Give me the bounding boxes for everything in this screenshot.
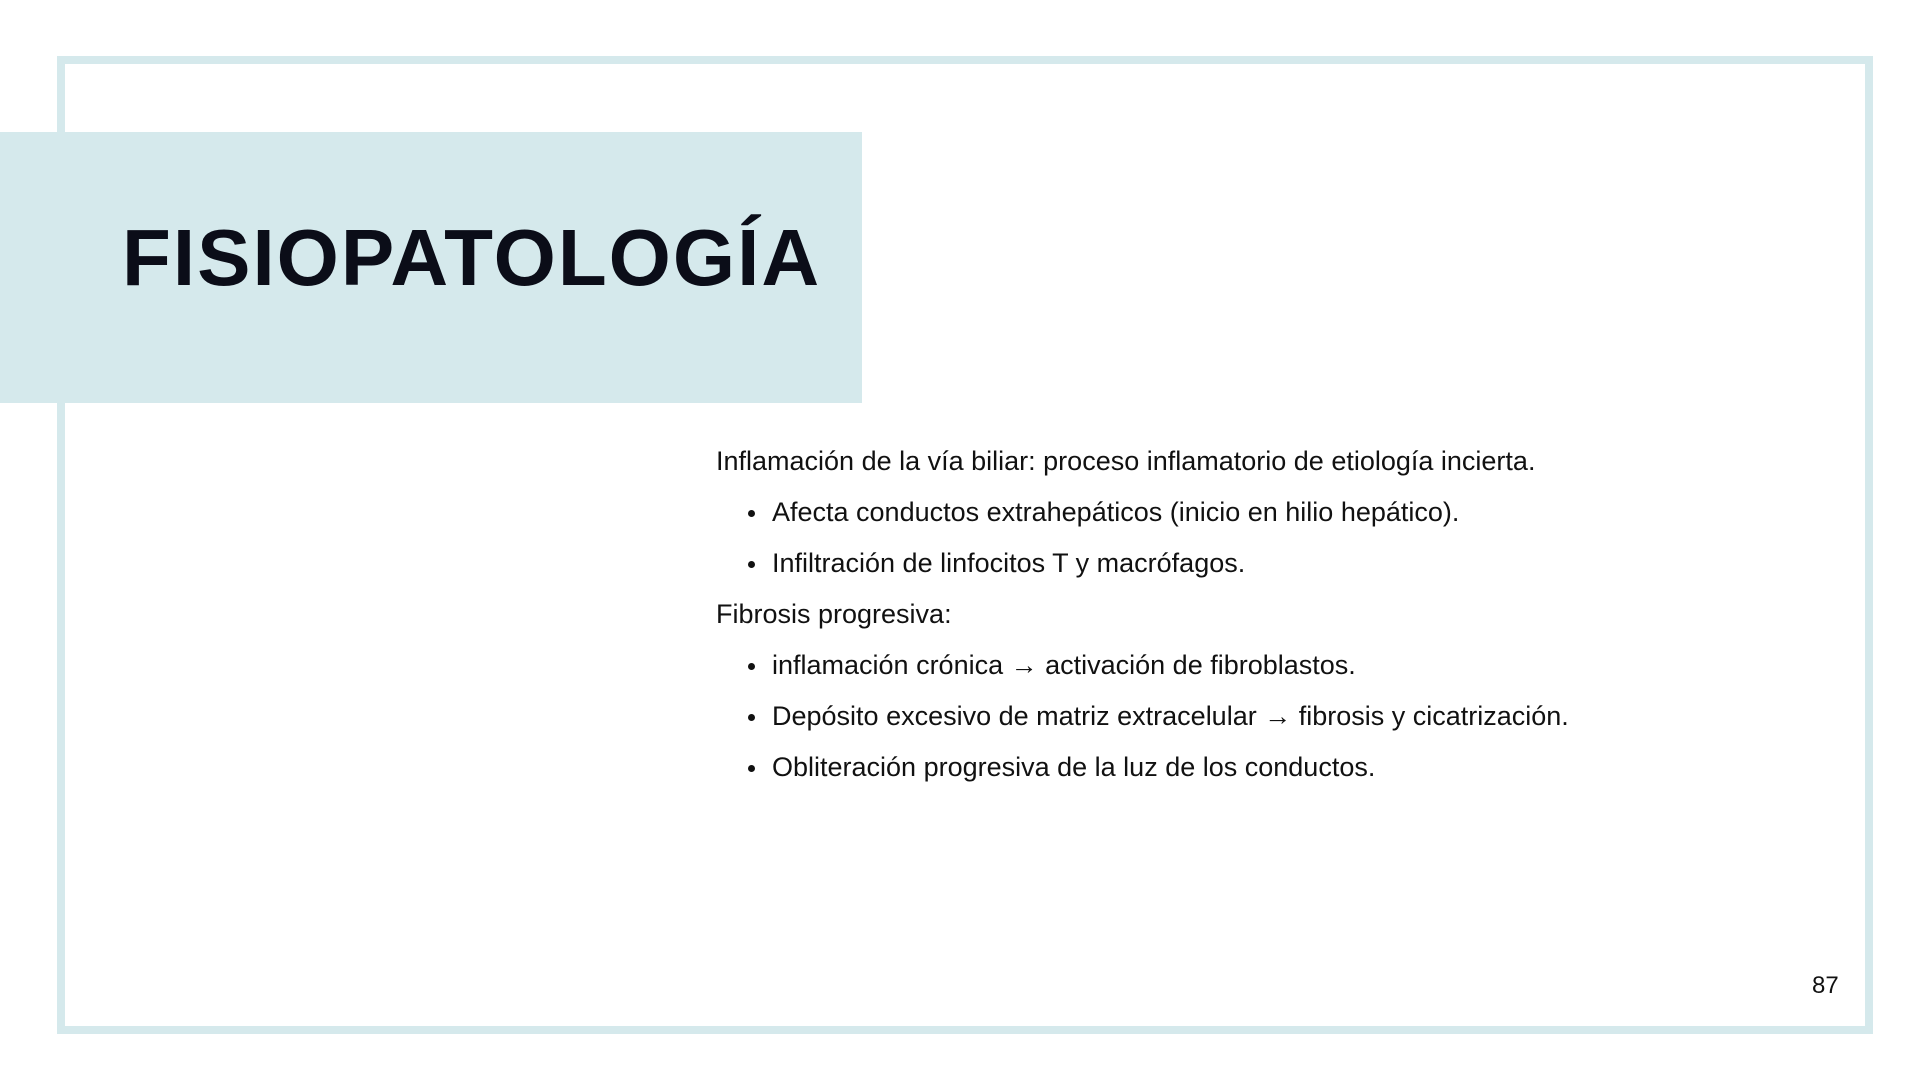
bullet-item: Depósito excesivo de matriz extracelular → fibrosis y cicatrización. xyxy=(716,691,1576,742)
slide-body xyxy=(716,436,1576,793)
page-number: 87 xyxy=(1812,972,1839,999)
bullet-list xyxy=(716,487,1576,589)
bullet-item: inflamación crónica → activación de fibroblastos. xyxy=(716,640,1576,691)
bullet-item: Obliteración progresiva de la luz de los conductos. xyxy=(716,742,1576,793)
section-heading: Inflamación de la vía biliar: proceso inflamatorio de etiología incierta. xyxy=(716,446,1536,476)
section-heading: Fibrosis progresiva: xyxy=(716,599,952,629)
bullet-item: Infiltración de linfocitos T y macrófagos. xyxy=(716,538,1576,589)
bullet-item: Afecta conductos extrahepáticos (inicio en hilio hepático). xyxy=(716,487,1576,538)
slide-title: FISIOPATOLOGÍA xyxy=(122,213,822,302)
bullet-list xyxy=(716,640,1576,793)
